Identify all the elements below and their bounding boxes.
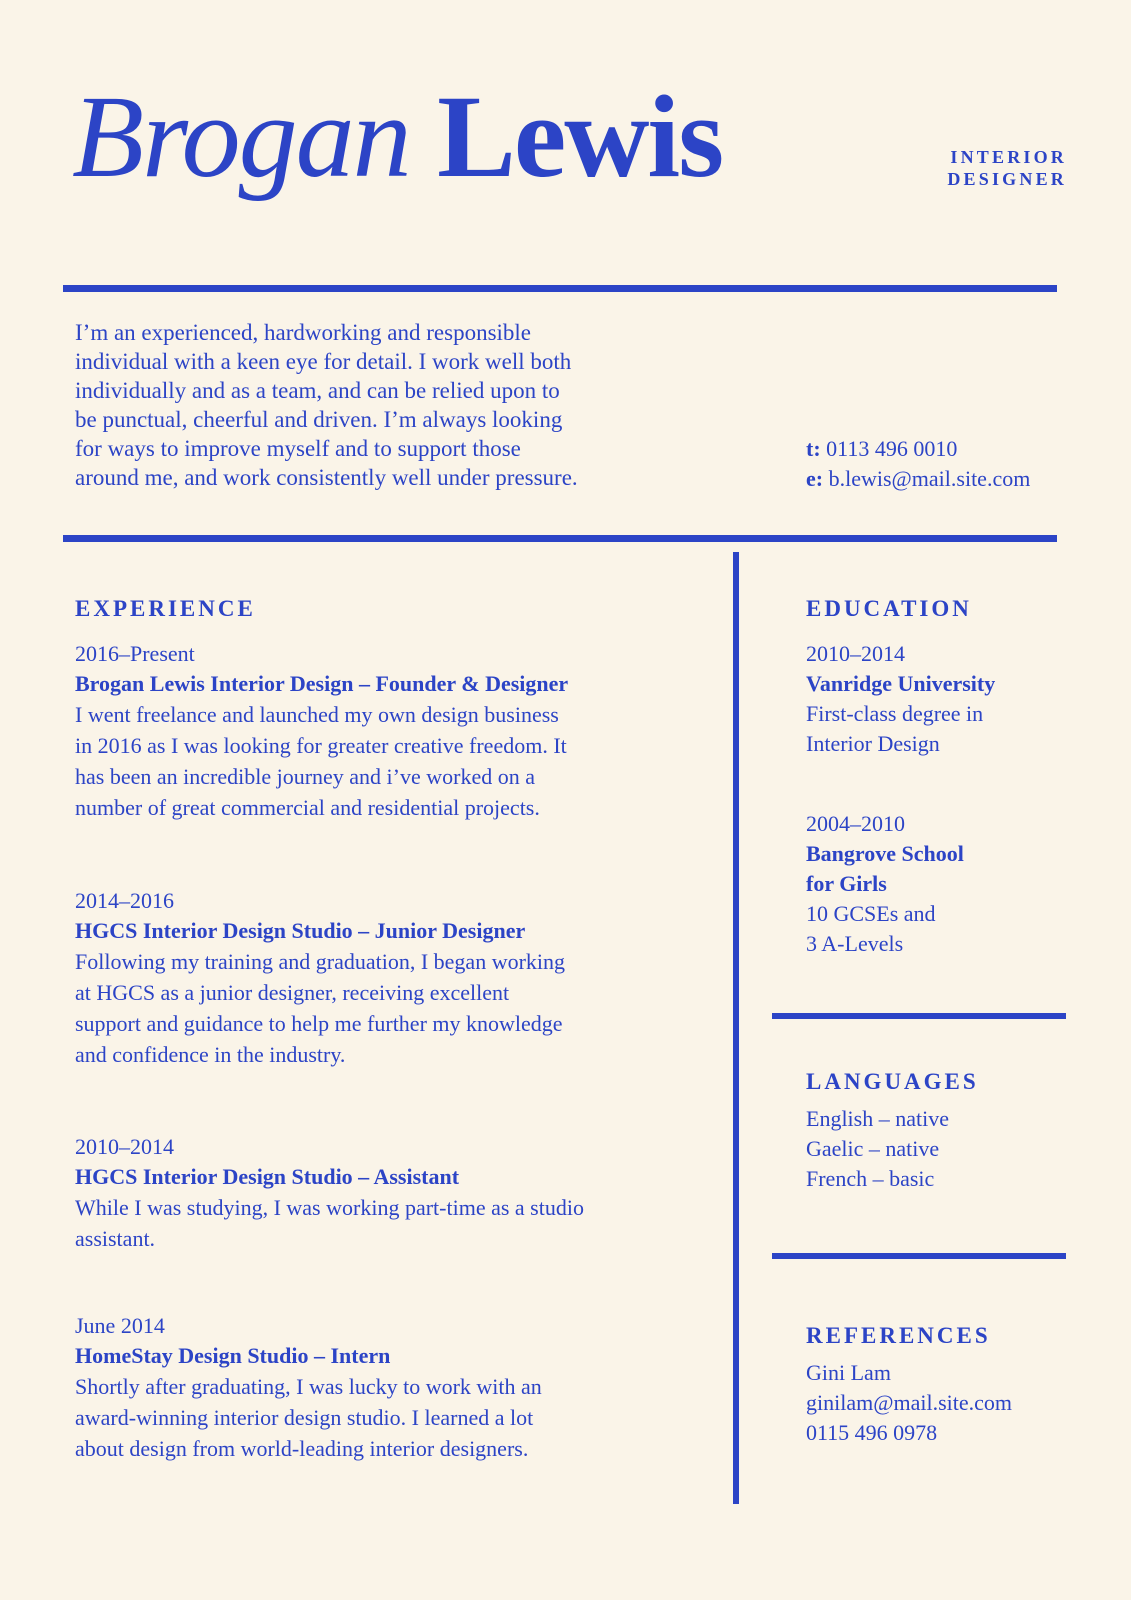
experience-heading: EXPERIENCE	[75, 596, 256, 621]
experience-entry	[75, 639, 675, 823]
entry-title: HGCS Interior Design Studio – Junior Designer	[75, 918, 526, 943]
summary-paragraph	[75, 318, 578, 492]
contact-phone	[806, 434, 1030, 464]
summary-line: around me, and work consistently well under pressure.	[75, 465, 578, 490]
languages-section	[806, 1068, 979, 1194]
entry-description-line: about design from world-leading interior designers.	[75, 1436, 529, 1461]
entry-description-line: at HGCS as a junior designer, receiving excellent	[75, 980, 510, 1005]
summary-line: for ways to improve myself and to support those	[75, 436, 521, 461]
references-section	[806, 1322, 1012, 1448]
education-detail-line: 10 GCSEs and	[806, 901, 936, 926]
summary-line: individually and as a team, and can be relied upon to	[75, 378, 560, 403]
entry-date: 2014–2016	[75, 888, 174, 913]
entry-description-line: number of great commercial and residential projects.	[75, 795, 540, 820]
header-rule-bottom	[63, 535, 1057, 542]
summary-line: I’m an experienced, hardworking and responsible	[75, 320, 532, 345]
education-school-line: Bangrove School	[806, 841, 964, 866]
contact-email-value: b.lewis@mail.site.com	[828, 466, 1031, 491]
sidebar-rule-top	[772, 1013, 1066, 1019]
contact-email-label: e:	[806, 466, 824, 491]
sidebar-rule-bottom	[772, 1253, 1066, 1259]
education-date: 2004–2010	[806, 811, 905, 836]
contact-block	[806, 434, 1030, 494]
languages-heading: LANGUAGES	[806, 1069, 979, 1094]
entry-description-line: assistant.	[75, 1226, 156, 1251]
education-section	[806, 595, 1086, 959]
references-heading: REFERENCES	[806, 1323, 991, 1348]
entry-description-line: While I was studying, I was working part-time as a studio	[75, 1195, 584, 1220]
language-item: Gaelic – native	[806, 1136, 940, 1161]
language-item: French – basic	[806, 1166, 935, 1191]
education-date: 2010–2014	[806, 641, 905, 666]
summary-line: individual with a keen eye for detail. I work well both	[75, 349, 572, 374]
entry-description-line: support and guidance to help me further my knowledge	[75, 1011, 563, 1036]
education-detail-line: First-class degree in	[806, 701, 984, 726]
language-item: English – native	[806, 1106, 949, 1131]
education-detail-line: Interior Design	[806, 731, 940, 756]
entry-title: Brogan Lewis Interior Design – Founder & Designer	[75, 671, 569, 696]
entry-description-line: Shortly after graduating, I was lucky to work with an	[75, 1374, 542, 1399]
education-school-line: Vanridge University	[806, 671, 996, 696]
header-rule-top	[63, 285, 1057, 292]
entry-description-line: has been an incredible journey and i’ve worked on a	[75, 764, 535, 789]
experience-entry	[75, 1132, 675, 1254]
entry-date: 2010–2014	[75, 1134, 174, 1159]
experience-entry	[75, 1311, 675, 1464]
entry-description-line: I went freelance and launched my own design business	[75, 702, 559, 727]
entry-title: HomeStay Design Studio – Intern	[75, 1343, 391, 1368]
contact-email	[806, 464, 1030, 494]
entry-description-line: in 2016 as I was looking for greater creative freedom. It	[75, 733, 567, 758]
entry-description-line: award-winning interior design studio. I learned a lot	[75, 1405, 534, 1430]
contact-phone-value: 0113 496 0010	[826, 436, 958, 461]
contact-phone-label: t:	[806, 436, 821, 461]
role-line-1: INTERIOR	[950, 147, 1067, 167]
candidate-last-name: Lewis	[437, 71, 723, 202]
candidate-name	[72, 72, 722, 202]
education-heading: EDUCATION	[806, 596, 972, 621]
reference-phone: 0115 496 0978	[806, 1420, 938, 1445]
education-detail-line: 3 A-Levels	[806, 931, 904, 956]
entry-description-line: Following my training and graduation, I began working	[75, 949, 566, 974]
role-title	[947, 146, 1067, 190]
reference-email: ginilam@mail.site.com	[806, 1390, 1013, 1415]
summary-line: be punctual, cheerful and driven. I’m always looking	[75, 407, 563, 432]
references-list	[806, 1358, 1012, 1448]
experience-section	[75, 595, 675, 1464]
experience-entry	[75, 886, 675, 1070]
column-divider	[733, 552, 739, 1504]
reference-name: Gini Lam	[806, 1360, 891, 1385]
name-space	[410, 71, 438, 202]
role-line-2: DESIGNER	[947, 169, 1067, 189]
entry-date: 2016–Present	[75, 641, 195, 666]
education-school-line: for Girls	[806, 871, 887, 896]
education-entry	[806, 639, 1086, 759]
languages-list	[806, 1104, 979, 1194]
education-entry	[806, 809, 1086, 959]
candidate-first-name: Brogan	[72, 71, 410, 202]
entry-description-line: and confidence in the industry.	[75, 1042, 346, 1067]
entry-date: June 2014	[75, 1313, 165, 1338]
entry-title: HGCS Interior Design Studio – Assistant	[75, 1164, 460, 1189]
